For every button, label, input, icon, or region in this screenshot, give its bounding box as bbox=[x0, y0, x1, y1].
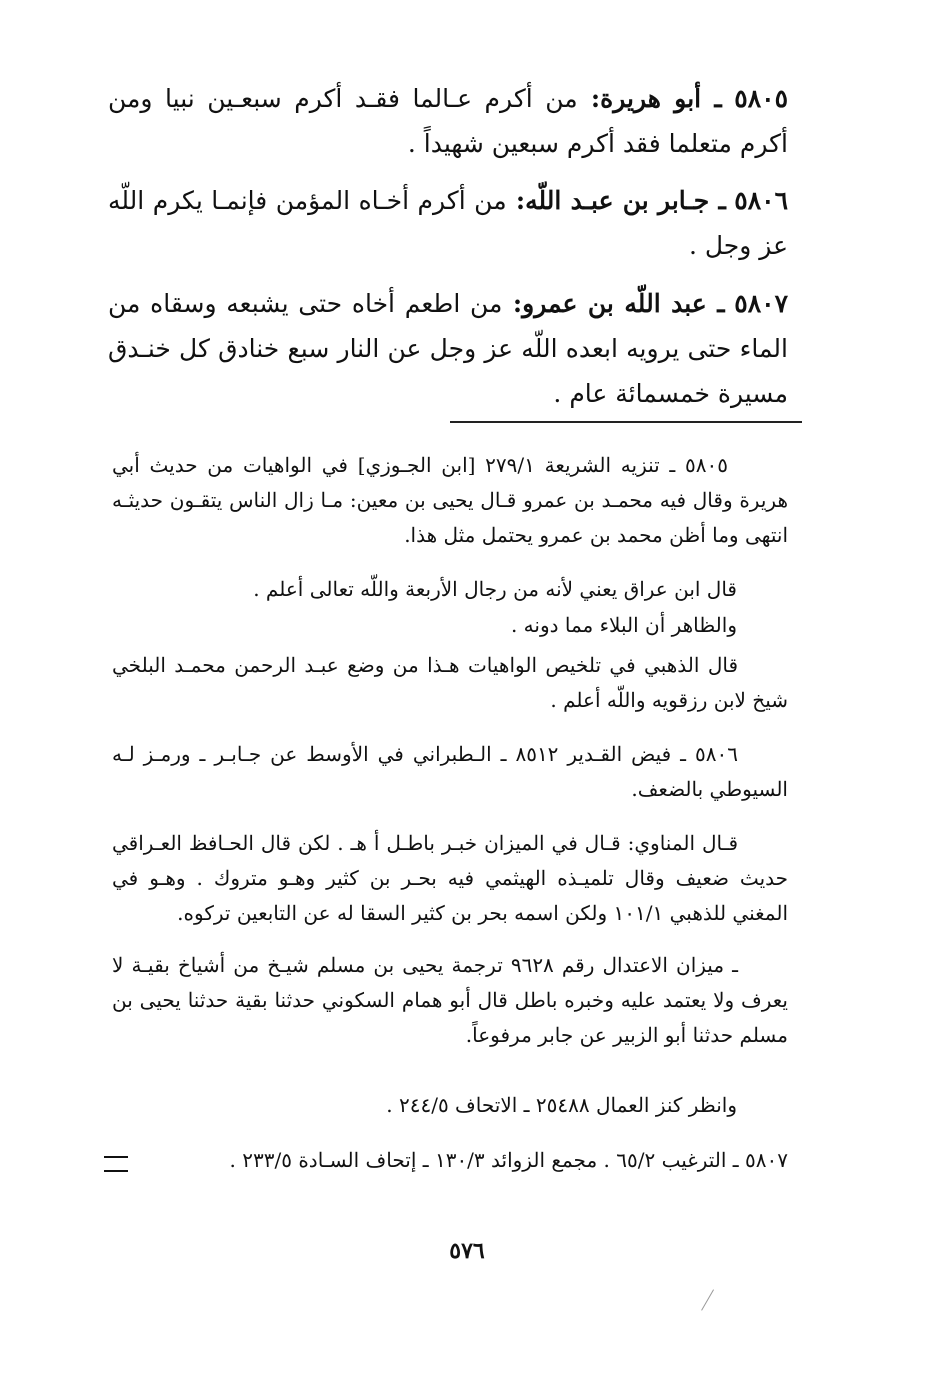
footnote-mizan: ـ ميزان الاعتدال رقم ٩٦٢٨ ترجمة يحيى بن مسلم شيـخ من أشياخ بقيـة لا يعرف ولا يعتمد عليه وخبره باطل قال أبو همام السكوني حدثنا بقية حدثنا يحيى بن مسلم حدثنا أبو الزبير عن جابر مرفوعاً. bbox=[112, 953, 788, 1047]
entry-narrator: أبو هريرة bbox=[600, 84, 702, 113]
footnote-munawi: قـال المناوي: قـال في الميزان خبـر باطـل أ هـ . لكن قال الحـافظ العـراقي حديث ضعيف وقال تلميـذه الهيثمي فيه بحـر بن كثير وهـو متروك . وهـو في المغني للذهبي ١٠١/١ ولكن اسمه بحر بن كثير السقا له عن التابعين تركوه. bbox=[112, 831, 788, 925]
entry-narrator: عبد اللّه بن عمرو bbox=[522, 289, 707, 318]
entry-text: من أكرم عـالما فقـد أكرم سبعـين نبيا ومن أكرم متعلما فقد أكرم سبعين شهيداً . bbox=[108, 84, 788, 158]
footnote-5806: ٥٨٠٦ ـ فيض القـدير ٨٥١٢ ـ الـطبراني في الأوسط عن جـابـر ـ ورمـز لـه السيوطي بالضعف. bbox=[112, 742, 788, 801]
entry-number: ٥٨٠٦ bbox=[734, 186, 789, 215]
entry-text: من اطعم أخاه حتى يشبعه وسقاه من الماء حتى يرويه ابعده اللّه عز وجل عن النار سبع خنادق كل خنـدق مسيرة خمسمائة عام . bbox=[108, 289, 788, 408]
entry-number: ٥٨٠٧ bbox=[734, 289, 789, 318]
footnote-ibn-iraq: قال ابن عراق يعني لأنه من رجال الأربعة واللّه تعالى أعلم . bbox=[253, 577, 737, 601]
footnote-dhahabi: قال الذهبي في تلخيص الواهيات هـذا من وضع عبـد الرحمن محمـد البلخي شيخ لابن رزقويه واللّه أعلم . bbox=[112, 653, 788, 712]
footnote-separator bbox=[450, 421, 802, 423]
end-of-section-mark bbox=[104, 1156, 128, 1172]
hadith-entry-5805: ٥٨٠٥ ـ أبو هريرة: من أكرم عـالما فقـد أكرم سبعـين نبيا ومن أكرم متعلما فقد أكرم سبعين شهيداً . bbox=[108, 84, 788, 158]
hadith-entry-5806: ٥٨٠٦ ـ جـابر بن عبـد اللّه: من أكرم أخـاه المؤمن فإنمـا يكرم اللّه عز وجل . bbox=[108, 186, 789, 260]
entry-narrator: جـابر بن عبـد اللّه bbox=[525, 186, 710, 215]
entry-text: من أكرم أخـاه المؤمن فإنمـا يكرم اللّه عز وجل . bbox=[108, 186, 788, 260]
footnote-kanz: وانظر كنز العمال ٢٥٤٨٨ ـ الاتحاف ٢٤٤/٥ . bbox=[386, 1093, 737, 1117]
footnote-5805: ٥٨٠٥ ـ تنزيه الشريعة ٢٧٩/١ [ابن الجـوزي] في الواهيات من حديث أبي هريرة وقال فيه محمـد بن عمرو قـال يحيى بن معين: مـا زال الناس يتقـون حديثـه انتهى وما أظن محمد بن عمرو يحتمل مثل هذا. bbox=[112, 453, 788, 547]
hadith-entry-5807: ٥٨٠٧ ـ عبد اللّه بن عمرو: من اطعم أخاه حتى يشبعه وسقاه من الماء حتى يرويه ابعده اللّه عز وجل عن النار سبع خنادق كل خنـدق مسيرة خمسمائة عام . bbox=[108, 289, 789, 408]
footnote-apparent: والظاهر أن البلاء مما دونه . bbox=[510, 613, 737, 637]
scan-mark bbox=[701, 1289, 728, 1318]
entry-number: ٥٨٠٥ bbox=[734, 84, 788, 113]
page-number: ٥٧٦ bbox=[449, 1238, 485, 1264]
footnote-5807: ٥٨٠٧ ـ الترغيب ٦٥/٢ . مجمع الزوائد ١٣٠/٣ ـ إتحاف السـادة ٢٣٣/٥ . bbox=[229, 1148, 788, 1172]
